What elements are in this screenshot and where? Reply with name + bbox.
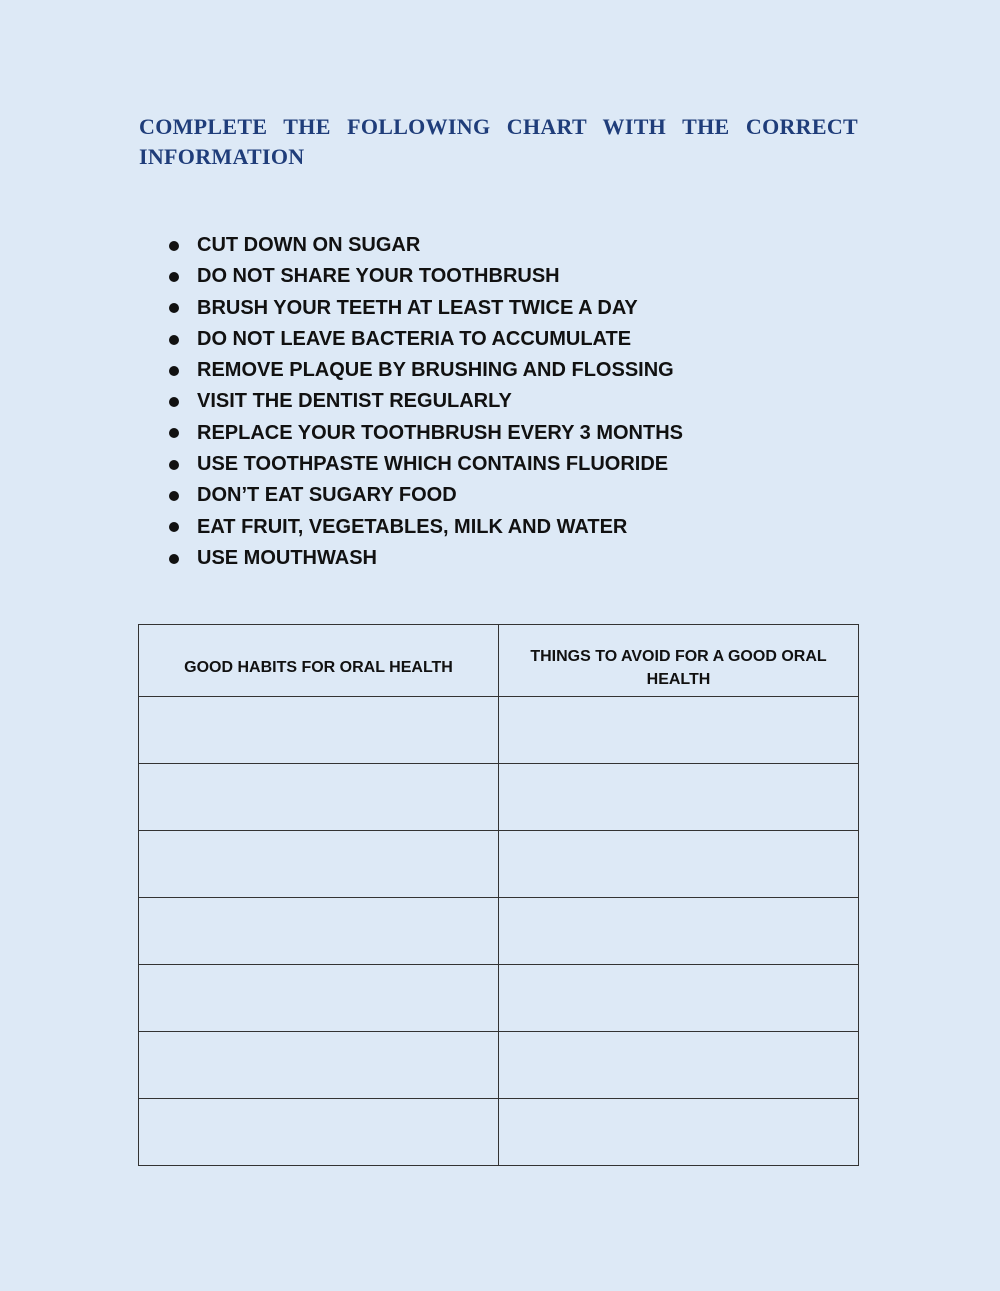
good-habit-cell[interactable] xyxy=(139,898,499,965)
bullet-icon xyxy=(169,366,179,376)
table-row xyxy=(139,898,859,965)
list-item-text: DO NOT LEAVE BACTERIA TO ACCUMULATE xyxy=(197,327,632,350)
good-habit-cell[interactable] xyxy=(139,1032,499,1099)
bullet-icon xyxy=(169,272,179,282)
list-item xyxy=(168,512,683,543)
worksheet-title: COMPLETE THE FOLLOWING CHART WITH THE CORRECT INFORMATION xyxy=(139,114,858,169)
avoid-cell[interactable] xyxy=(499,764,859,831)
avoid-cell[interactable] xyxy=(499,898,859,965)
list-item xyxy=(168,293,683,324)
list-item-text: VISIT THE DENTIST REGULARLY xyxy=(197,390,512,413)
list-item-text: CUT DOWN ON SUGAR xyxy=(197,234,421,256)
table-row xyxy=(139,764,859,831)
habits-word-bank xyxy=(168,230,683,574)
bullet-icon xyxy=(169,522,179,532)
list-item-text: REMOVE PLAQUE BY BRUSHING AND FLOSSING xyxy=(197,359,674,382)
bullet-icon xyxy=(169,303,179,313)
list-item-text: EAT FRUIT, VEGETABLES, MILK AND WATER xyxy=(197,515,628,538)
bullet-icon xyxy=(169,335,179,345)
list-item-text: USE MOUTHWASH xyxy=(197,546,377,569)
good-habit-cell[interactable] xyxy=(139,697,499,764)
avoid-cell[interactable] xyxy=(499,1032,859,1099)
header-things-to-avoid: THINGS TO AVOID FOR A GOOD ORAL HEALTH xyxy=(499,625,859,697)
header-good-habits: GOOD HABITS FOR ORAL HEALTH xyxy=(139,625,499,697)
table-row xyxy=(139,831,859,898)
good-habit-cell[interactable] xyxy=(139,1099,499,1166)
bullet-icon xyxy=(169,460,179,470)
list-item-text: BRUSH YOUR TEETH AT LEAST TWICE A DAY xyxy=(197,296,638,319)
table-row xyxy=(139,1099,859,1166)
list-item xyxy=(168,261,683,292)
list-item xyxy=(168,418,683,449)
list-item-text: REPLACE YOUR TOOTHBRUSH EVERY 3 MONTHS xyxy=(197,421,683,444)
table-row xyxy=(139,965,859,1032)
list-item xyxy=(168,480,683,511)
table-row xyxy=(139,1032,859,1099)
good-habit-cell[interactable] xyxy=(139,764,499,831)
avoid-cell[interactable] xyxy=(499,697,859,764)
bullet-icon xyxy=(169,428,179,438)
list-item-text: DON’T EAT SUGARY FOOD xyxy=(197,484,457,507)
list-item xyxy=(168,449,683,480)
avoid-cell[interactable] xyxy=(499,965,859,1032)
bullet-icon xyxy=(169,491,179,501)
list-item xyxy=(168,324,683,355)
list-item-text: USE TOOTHPASTE WHICH CONTAINS FLUORIDE xyxy=(197,453,669,476)
table-header-row xyxy=(139,625,859,697)
avoid-cell[interactable] xyxy=(499,831,859,898)
avoid-cell[interactable] xyxy=(499,1099,859,1166)
bullet-icon xyxy=(169,397,179,407)
bullet-icon xyxy=(169,241,179,251)
good-habit-cell[interactable] xyxy=(139,965,499,1032)
list-item xyxy=(168,386,683,417)
list-item xyxy=(168,230,683,261)
list-item xyxy=(168,355,683,386)
oral-health-chart xyxy=(138,624,859,1166)
good-habit-cell[interactable] xyxy=(139,831,499,898)
list-item-text: DO NOT SHARE YOUR TOOTHBRUSH xyxy=(197,265,560,288)
list-item xyxy=(168,543,683,574)
bullet-icon xyxy=(169,554,179,564)
table-row xyxy=(139,697,859,764)
